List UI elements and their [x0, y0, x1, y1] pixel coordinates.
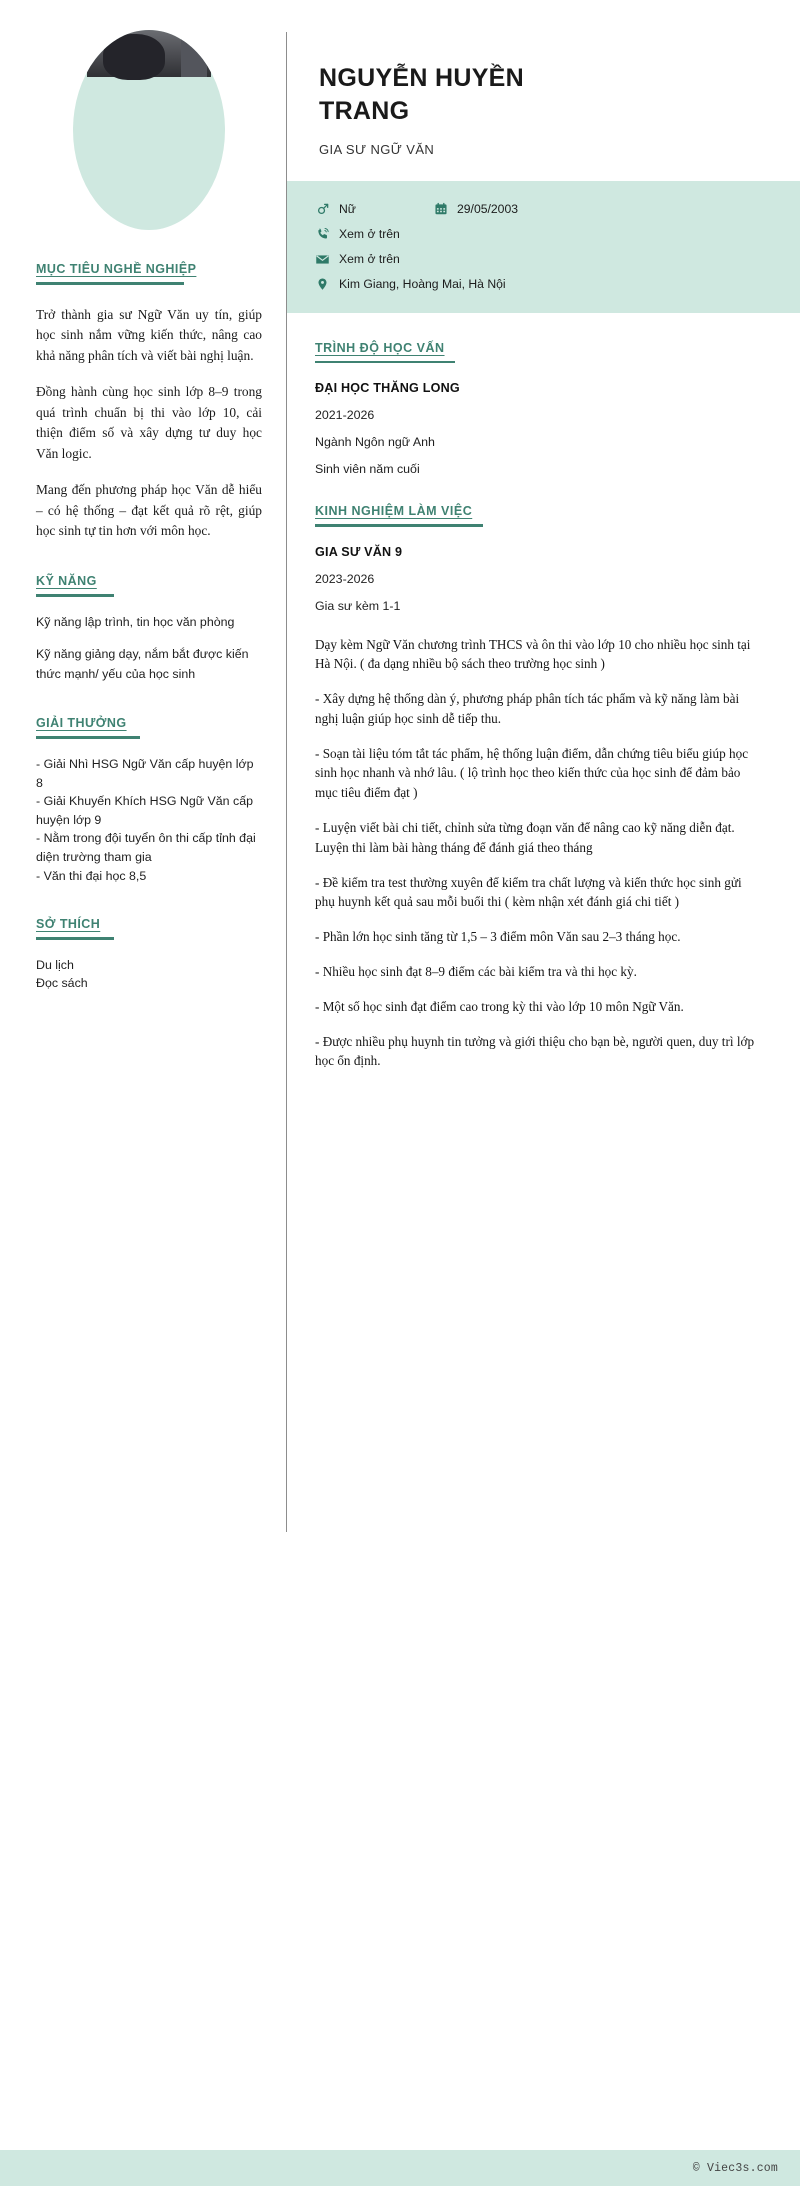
avatar [73, 30, 225, 230]
hobbies-list [36, 956, 262, 993]
section-hobbies [36, 915, 262, 993]
objective-paragraph: Mang đến phương pháp học Văn dễ hiểu – có hệ thống – đạt kết quả rõ rệt, giúp học sinh tự tin hơn với môn học. [36, 481, 262, 539]
award-item: - Giải Khuyến Khích HSG Ngữ Văn cấp huyện lớp 9 [36, 794, 253, 827]
objective-heading: MỤC TIÊU NGHỀ NGHIỆP [36, 262, 197, 276]
contact-row [315, 272, 780, 297]
section-skills [36, 572, 262, 684]
email-value: Xem ở trên [339, 252, 400, 266]
experience-period: 2023-2026 [315, 571, 375, 586]
skills-heading: KỸ NĂNG [36, 574, 97, 589]
page-title: NGUYỄN HUYỀN TRANG [319, 64, 525, 126]
awards-list [36, 755, 262, 885]
footer-copyright: © Viec3s.com [692, 2161, 778, 2175]
location-pin-icon [315, 277, 330, 292]
objective-body [36, 305, 262, 543]
experience-rule [315, 524, 483, 527]
education-period: 2021-2026 [315, 408, 375, 422]
avatar-circle [73, 30, 225, 230]
experience-company: GIA SƯ VĂN 9 [315, 544, 403, 559]
contact-birthdate [433, 202, 518, 217]
education-school: ĐẠI HỌC THĂNG LONG [315, 381, 460, 395]
gender-icon [315, 202, 330, 217]
experience-detail: - Soạn tài liệu tóm tắt tác phẩm, hệ thống luận điểm, dẫn chứng tiêu biểu giúp học sinh học nhanh và nhớ lâu. ( lộ trình học theo kiến thức của học sinh để đảm bảo mục tiêu điểm đạt ) [315, 745, 749, 801]
experience-detail: - Xây dựng hệ thống dàn ý, phương pháp phân tích tác phẩm và kỹ năng làm bài nghị luận giúp học sinh dễ tiếp thu. [315, 691, 740, 726]
right-column [287, 18, 800, 1532]
contact-phone[interactable] [315, 227, 400, 242]
skills-body [36, 613, 262, 685]
footer [0, 2150, 800, 2186]
address-value: Kim Giang, Hoàng Mai, Hà Nội [339, 277, 506, 291]
experience-detail: - Phần lớn học sinh tăng từ 1,5 – 3 điểm môn Văn sau 2–3 tháng học. [315, 929, 681, 945]
experience-role: Gia sư kèm 1-1 [315, 598, 401, 613]
objective-paragraph: Trở thành gia sư Ngữ Văn uy tín, giúp học sinh nắm vững kiến thức, nâng cao khả năng phân tích và viết bài nghị luận. [36, 306, 262, 364]
left-column [0, 18, 286, 1532]
skills-rule [36, 594, 114, 597]
skill-item: Kỹ năng giảng dạy, nắm bắt được kiến thức mạnh/ yếu của học sinh [36, 647, 249, 681]
section-objective [36, 260, 262, 542]
award-item: - Nằm trong đội tuyển ôn thi cấp tỉnh đại diện trường tham gia [36, 831, 256, 864]
gender-value: Nữ [339, 202, 356, 216]
contact-row [315, 247, 780, 272]
avatar-photo [87, 30, 211, 77]
contact-address [315, 277, 506, 292]
contact-email[interactable] [315, 252, 400, 267]
award-item: - Văn thi đại học 8,5 [36, 868, 147, 883]
section-experience [287, 502, 800, 1071]
experience-detail: - Nhiều học sinh đạt 8–9 điểm các bài kiểm tra và thi học kỳ. [315, 964, 637, 980]
experience-detail: - Luyện viết bài chi tiết, chỉnh sửa từng đoạn văn để nâng cao kỹ năng diễn đạt. Luyện thi làm bài hàng tháng để đánh giá theo tháng [315, 820, 735, 855]
envelope-icon [315, 252, 330, 267]
experience-heading: KINH NGHIỆM LÀM VIỆC [315, 504, 473, 518]
experience-detail: - Đề kiểm tra test thường xuyên để kiểm tra chất lượng và kiến thức học sinh gửi phụ huynh kết quả sau mỗi buổi thi ( kèm nhận xét đánh giá chi tiết ) [315, 874, 742, 910]
skill-item: Kỹ năng lập trình, tin học văn phòng [36, 614, 235, 629]
hobby-item: Du lịch [36, 957, 74, 972]
education-heading: TRÌNH ĐỘ HỌC VẤN [315, 340, 445, 355]
name-block [287, 18, 800, 157]
experience-detail: Dạy kèm Ngữ Văn chương trình THCS và ôn thi vào lớp 10 cho nhiều học sinh tại Hà Nội. ( đa dạng nhiều bộ sách theo trường học sinh ) [315, 636, 751, 672]
awards-heading: GIẢI THƯỞNG [36, 716, 127, 731]
awards-rule [36, 736, 140, 739]
education-major: Ngành Ngôn ngữ Anh [315, 435, 435, 449]
education-rule [315, 361, 455, 364]
section-education [287, 339, 800, 477]
birthdate-value: 29/05/2003 [457, 202, 518, 216]
hobbies-heading: SỞ THÍCH [36, 917, 101, 932]
contact-box [287, 181, 800, 313]
experience-details [315, 635, 760, 1072]
hobby-item: Đọc sách [36, 976, 88, 991]
contact-row [315, 222, 780, 247]
section-awards [36, 714, 262, 885]
phone-icon [315, 227, 330, 242]
objective-rule [36, 282, 184, 285]
contact-row [315, 197, 780, 222]
education-status: Sinh viên năm cuối [315, 462, 420, 476]
award-item: - Giải Nhì HSG Ngữ Văn cấp huyện lớp 8 [36, 756, 254, 790]
experience-detail: - Một số học sinh đạt điểm cao trong kỳ thi vào lớp 10 môn Ngữ Văn. [315, 998, 684, 1014]
phone-value: Xem ở trên [339, 227, 400, 241]
calendar-icon [433, 202, 448, 217]
hobbies-rule [36, 937, 114, 940]
contact-gender [315, 202, 433, 217]
experience-detail: - Được nhiều phụ huynh tin tưởng và giới thiệu cho bạn bè, người quen, duy trì lớp học ổn định. [315, 1033, 755, 1069]
job-title: GIA SƯ NGỮ VĂN [319, 141, 435, 157]
objective-paragraph: Đồng hành cùng học sinh lớp 8–9 trong quá trình chuẩn bị thi vào lớp 10, cải thiện điểm số và xây dựng tư duy học Văn logic. [36, 383, 262, 462]
